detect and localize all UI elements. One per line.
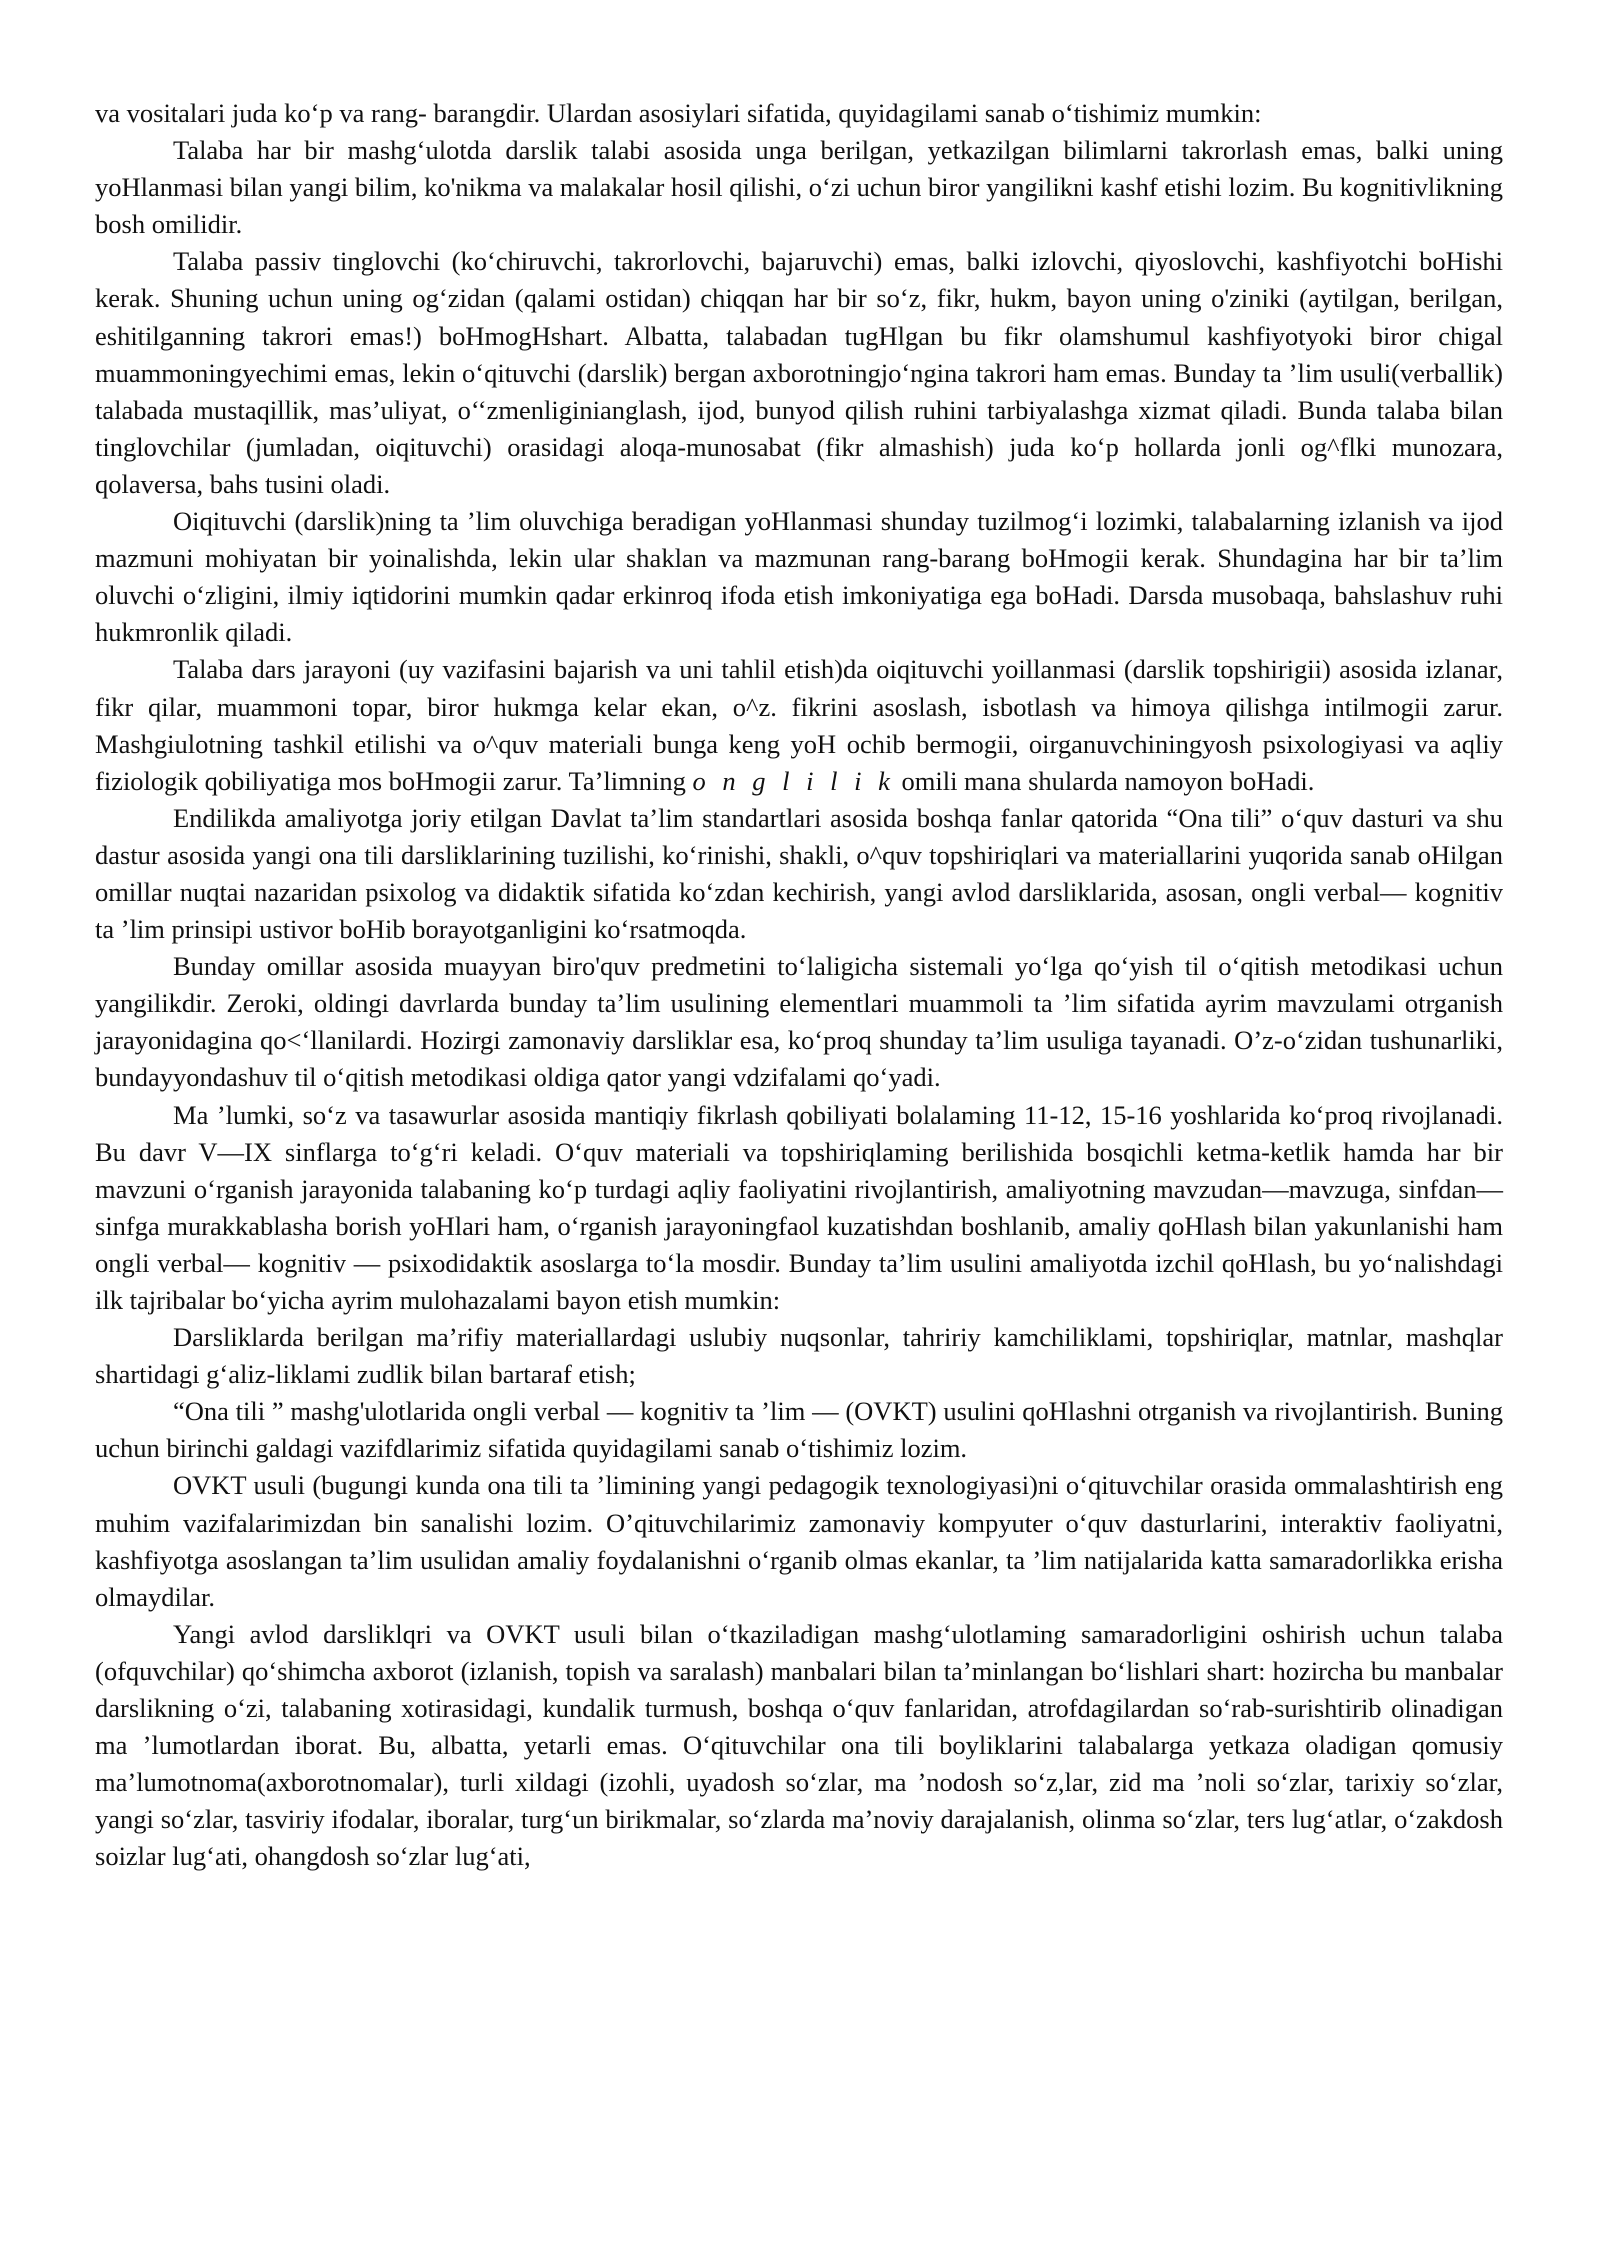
paragraph-0: va vositalari juda ko‘p va rang- barangdir. Ulardan asosiylari sifatida, quyidagilami sanab oʻtishimiz mumkin: (95, 98, 1262, 128)
paragraph-10: OVKT usuli (bugungi kunda ona tili ta ’limining yangi pedagogik texnologiyasi)ni oʻqituvchilar orasida ommalashtirish eng muhim vazifalarimizdan bin sanalishi lozim. O’qituvchilarimiz zamonaviy kompyuter o‘quv dasturlarini, interaktiv faoliyatni, kashfiyotga asoslangan ta’lim usulidan amaliy foydalanishni o‘rganib olmas ekanlar, ta ’lim natijalarida katta samaradorlikka erisha olmaydilar. (95, 1470, 1503, 1612)
paragraph-4-text-after: omili mana shularda namoyon boHadi. (894, 765, 1315, 796)
paragraph-1: Talaba har bir mashg‘ulotda darslik talabi asosida unga berilgan, yetkazilgan bilimlarni takrorlash emas, balki uning yoHlanmasi bilan yangi bilim, ko'nikma va malakalar hosil qilishi, o‘zi uchun biror yangilikni kashf etishi lozim. Bu kognitivlikning bosh omilidir. (95, 135, 1503, 240)
paragraph-2: Talaba passiv tinglovchi (ko‘chiruvchi, takrorlovchi, bajaruvchi) emas, balki izlovchi, qiyoslovchi, kashfiyotchi boHishi kerak. Shuning uchun uning og‘zidan (qalami ostidan) chiqqan har bir soʻz, fikr, hukm, bayon uning o'ziniki (aytilgan, berilgan, eshitilganning takrori emas!) boHmogHshart. Albatta, talabadan tugHlgan bu fikr olamshumul kashfiyotyoki biror chigal muammoningyechimi emas, lekin oʻqituvchi (darslik) bergan axborotningjoʻngina takrori ham emas. Bunday ta ’lim usuli(verballik) talabada mustaqillik, mas’uliyat, o‘‘zmenliginianglash, ijod, bunyod qilish ruhini tarbiyalashga xizmat qiladi. Bunda talaba bilan tinglovchilar (jumladan, oiqituvchi) orasidagi aloqa-munosabat (fikr almashish) juda ko‘p hollarda jonli og^flki munozara, qolaversa, bahs tusini oladi. (95, 246, 1503, 499)
document-page (95, 95, 1503, 1876)
paragraph-6: Bunday omillar asosida muayyan biro'quv predmetini to‘laligicha sistemali yo‘lga qo‘yish til o‘qitish metodikasi uchun yangilikdir. Zeroki, oldingi davrlarda bunday ta’lim usulining elementlari muammoli ta ’lim sifatida ayrim mavzulami otrganish jarayonidagina qo<‘llanilardi. Hozirgi zamonaviy darsliklar esa, ko‘proq shunday ta’lim usuliga tayanadi. O’z-o‘zidan tushunarliki, bundayyondashuv til o‘qitish metodikasi oldiga qator yangi vdzifalami qo‘yadi. (95, 951, 1503, 1093)
paragraph-9: “Ona tili ” mashg'ulotlarida ongli verbal — kognitiv ta ’lim — (OVKT) usulini qoHlashni otrganish va rivojlantirish. Buning uchun birinchi galdagi vazifdlarimiz sifatida quyidagilami sanab o‘tishimiz lozim. (95, 1396, 1503, 1464)
paragraph-4-spaced-term: o n g l i l i k (692, 765, 895, 796)
paragraph-7: Ma ’lumki, so‘z va tasawurlar asosida mantiqiy fikrlash qobiliyati bolalaming 11-12, 15-16 yoshlarida ko‘proq rivojlanadi. Bu davr V—IX sinflarga toʻgʻri keladi. Oʻquv materiali va topshiriqlaming berilishida bosqichli ketma-ketlik hamda har bir mavzuni o‘rganish jarayonida talabaning ko‘p turdagi aqliy faoliyatini rivojlantirish, amaliyotning mavzudan—mavzuga, sinfdan—sinfga murakkablasha borish yoHlari ham, oʻrganish jarayoningfaol kuzatishdan boshlanib, amaliy qoHlash bilan yakunlanishi ham ongli verbal— kognitiv — psixodidaktik asoslarga to‘la mosdir. Bunday ta’lim usulini amaliyotda izchil qoHlash, bu yo‘nalishdagi ilk tajribalar bo‘yicha ayrim mulohazalami bayon etish mumkin: (95, 1099, 1503, 1315)
paragraph-8: Darsliklarda berilgan ma’rifiy materiallardagi uslubiy nuqsonlar, tahririy kamchiliklami, topshiriqlar, matnlar, mashqlar shartidagi gʻaliz-liklami zudlik bilan bartaraf etish; (95, 1322, 1503, 1390)
paragraph-5: Endilikda amaliyotga joriy etilgan Davlat ta’lim standartlari asosida boshqa fanlar qatorida “Ona tili” o‘quv dasturi va shu dastur asosida yangi ona tili darsliklarining tuzilishi, ko‘rinishi, shakli, o^quv topshiriqlari va materiallarini yuqorida sanab oHilgan omillar nuqtai nazaridan psixolog va didaktik sifatida ko‘zdan kechirish, yangi avlod darsliklarida, asosan, ongli verbal— kognitiv ta ’lim prinsipi ustivor boHib borayotganligini ko‘rsatmoqda. (95, 802, 1503, 945)
paragraph-11: Yangi avlod darsliklqri va OVKT usuli bilan oʻtkaziladigan mashg‘ulotlaming samaradorligini oshirish uchun talaba (ofquvchilar) qoʻshimcha axborot (izlanish, topish va saralash) manbalari bilan ta’minlangan boʻlishlari shart: hozircha bu manbalar darslikning o‘zi, talabaning xotirasidagi, kundalik turmush, boshqa o‘quv fanlaridan, atrofdagilardan so‘rab-surishtirib olinadigan ma ’lumotlardan iborat. Bu, albatta, yetarli emas. Oʻqituvchilar ona tili boyliklarini talabalarga yetkaza oladigan qomusiy ma’lumotnoma(axborotnomalar), turli xildagi (izohli, uyadosh so‘zlar, ma ’nodosh so‘z,lar, zid ma ’noli so‘zlar, tarixiy so‘zlar, yangi soʻzlar, tasviriy ifodalar, iboralar, turg‘un birikmalar, soʻzlarda ma’noviy darajalanish, olinma soʻzlar, ters lug‘atlar, o‘zakdosh soizlar lug‘ati, ohangdosh so‘zlar lug‘ati, (95, 1618, 1503, 1872)
paragraph-4 (95, 651, 1503, 799)
paragraph-4-text-before: Talaba dars jarayoni (uy vazifasini bajarish va uni tahlil etish)da oiqituvchi yoillanmasi (darslik topshirigii) asosida izlanar, fikr qilar, muammoni topar, biror hukmga kelar ekan, o^z. fikrini asoslash, isbotlash va himoya qilishga intilmogii zarur. Mashgiulotning tashkil etilishi va o^quv materiali bunga keng yoH ochib bermogii, oirganuvchiningyosh psixologiyasi va aqliy fiziologik qobiliyatiga mos boHmogii zarur. Ta’limning (95, 654, 1503, 796)
paragraph-3: Oiqituvchi (darslik)ning ta ’lim oluvchiga beradigan yoHlanmasi shunday tuzilmog‘i lozimki, talabalarning izlanish va ijod mazmuni mohiyatan bir yoinalishda, lekin ular shaklan va mazmunan rang-barang boHmogii kerak. Shundagina har bir ta’lim oluvchi o‘zligini, ilmiy iqtidorini mumkin qadar erkinroq ifoda etish imkoniyatiga ega boHadi. Darsda musobaqa, bahslashuv ruhi hukmronlik qiladi. (95, 506, 1503, 648)
